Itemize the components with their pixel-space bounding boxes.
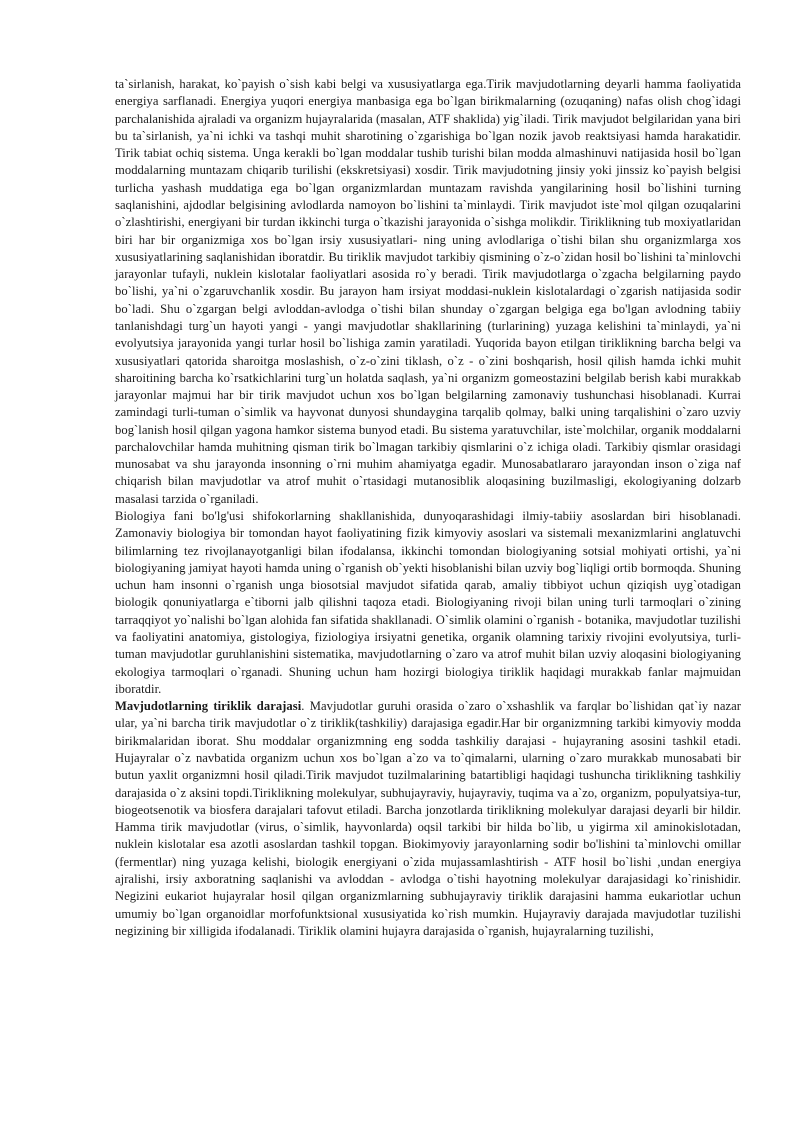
document-page (115, 76, 741, 940)
paragraph-1: ta`sirlanish, harakat, ko`payish o`sish kabi belgi va xususiyatlarga ega.Tirik mavjudotlarning deyarli hamma faoliyatida energiya sarflanadi. Energiya yuqori energiya manbasiga ega bo`lgan birikmalarning (ozuqaning) nafas olish chog`idagi parchalanishida ajraladi va organizm hujayralarida (masalan, ATF shaklida) yig`iladi. Tirik mavjudot belgilaridan yana biri bu ta`sirlanish, ya`ni ichki va tashqi muhit sharotining o`zgarishiga bo`lgan nozik javob reaktsiyasi hamda harakatidir. Tirik tabiat ochiq sistema. Unga kerakli bo`lgan moddalar tushib turishi bilan modda almashinuvi natijasida hosil bo`lgan moddalarning muntazam chiqarib turilishi (ekskretsiyasi) xosdir. Tirik mavjudotning jinsiy yoki jinssiz ko`payish belgisi turlicha yashash muddatiga ega bo`lgan organizmlardan muntazam ravishda yangilarining hosil bo`lishini turning saqlanishini, ajdodlar belgisining avlodlarda namoyon bo`lishini ta`minlaydi. Tirik mavjudot iste`mol qilgan ozuqalarini o`zlashtirishi, energiyani bir turdan ikkinchi turga o`tkazishi jarayonida o`sishga molikdir. Tiriklikning tub moxiyatlaridan biri har bir organizmiga xos bo`lgan irsiy xususiyatlari- ning uning avlodlariga o`tishi bilan shu organizmlarga xos xususiyatlarining saqlanishidan iboratdir. Bu tiriklik mavjudot tarkibiy qismining o`z-o`zidan hosil bo`lishini ta`minlovchi jarayonlar tufayli, nuklein kislotalar faoliyatlari asosida ro`y beradi. Tirik mavjudotlarga o`zgacha belgilarning paydo bo`lishi, ya`ni o`zgaruvchanlik xosdir. Bu jarayon ham irsiyat moddasi-nuklein kislotalardagi o`zgarish natijasida sodir bo`ladi. Shu o`zgargan belgi avloddan-avlodga o`tishi bilan shunday o`zgargan belgiga ega bo'lgan avlodning tabiiy tanlanishdagi turg`un hayoti yangi - yangi mavjudotlar shakllarining (turlarining) yuzaga kelishini ta`minlaydi, ya`ni evolyutsiya jarayonida yangi turlar hosil bo`lishiga zamin yaratiladi. Yuqorida bayon etilgan tiriklikning barcha belgi va xususiyatlari qatorida sharoitga moslashish, o`z-o`zini tiklash, o`z - o`zini boshqarish, hosil qilish hamda ichki muhit sharoitining barcha ko`rsatkichlarini turg`un holatda saqlash, ya`ni organizm gomeostazini belgilab berish kabi murakkab jarayonlar majmui har bir tirik mavjudot uchun xos bo`lgan belgilarning zamonaviy tushunchasi hisoblanadi. Kurrai zamindagi turli-tuman o`simlik va hayvonat dunyosi shundaygina tarqalib qolmay, balki uning tarqalishini o`zaro uzviy bog`lanish hosil qilgan yagona hamkor sistema bunyod etadi. Bu sistema yaratuvchilar, iste`molchilar, organik moddalarni parchalovchilar hamda muhitning qisman tirik bo`lmagan tarkibiy qismlarini o`z ichiga oladi. Tarkibiy qismlar orasidagi munosabat va shu jarayonda insonning o`rni muhim ahamiyatga egadir. Munosabatlararo jarayondan inson o`ziga naf chiqarish bilan mavjudotlar va atrof muhit o`rtasidagi mutanosiblik aloqasining buzilmasligi, ekologiyaning dolzarb masalasi tarzida o`rganiladi. (115, 77, 741, 506)
section-heading: Mavjudotlarning tiriklik darajasi (115, 699, 302, 714)
paragraph-3-body: . Mavjudotlar guruhi orasida o`zaro o`xshashlik va farqlar bo`lishidan qat`iy nazar ular, ya`ni barcha tirik mavjudotlar o`z tiriklik(tashkiliy) darajasiga egadir.Har bir organizmning tarkibi kimyoviy modda birikmalaridan iborat. Shu moddalar organizmning eng sodda tashkiliy darajasi - hujayraning asosini tashkil etadi. Hujayralar o`z navbatida organizm uchun xos bo`lgan a`zo va to`qimalarni, ularning o`zaro murakkab munosabati bir butun yaxlit organizmni hosil qiladi.Tirik mavjudot tuzilmalarining batartibligi haqidagi tushuncha tiriklikning tashkiliy darajasida o`z aksini topdi.Tiriklikning molekulyar, subhujayraviy, hujayraviy, tuqima va a`zo, organizm, populyatsiya-tur, biogeotsenotik va biosfera darajalari tafovut etiladi. Barcha jonzotlarda tiriklikning molekulyar darajasi deyarli bir hildir. Hamma tirik mavjudotlar (virus, o`simlik, hayvonlarda) oqsil tarkibi bir hilda bo`lib, u yigirma xil aminokislotadan, nuklein kislotalar esa azotli asoslardan tashkil topgan. Biokimyoviy jarayonlarning sodir bo'lishini ta`minlovchi omillar (fermentlar) ning yuzaga kelishi, biologik energiyani o`zida mujassamlashtirish - ATF hosil bo`lishi ,undan energiya ajralishi, irsiy axboratning saqlanishi va avloddan - avlodga o`tishi hayotning molekulyar darajasidagi ko`rinishidir. Negizini eukariot hujayralar hosil qilgan organizmlarning subhujayraviy tiriklik darajasini hamma eukariotlar uchun umumiy bo`lgan organoidlar morfofunktsional xususiyatida ko`rish mumkin. Hujayraviy darajada mavjudotlar tuzilishi negizining bir xilligida ifodalanadi. Tiriklik olamini hujayra darajasida o`rganish, hujayralarning tuzilishi, (115, 699, 741, 938)
paragraph-3 (115, 698, 741, 940)
paragraph-2: Biologiya fani bo'lg'usi shifokorlarning shakllanishida, dunyoqarashidagi ilmiy-tabiiy asoslardan biri hisoblanadi. Zamonaviy biologiya bir tomondan hayot faoliyatining fizik kimyoviy asoslari va sistemali mexanizmlarini anglatuvchi bilimlarning tez rivojlanayotganligi bilan ifodalansa, ikkinchi tomondan biologiyaning sotsial mohiyati ortishi, ya`ni biologiyaning jamiyat hayoti hamda uning o`rganish ob`yekti hisoblanishi bilan uzviy bog`liqligi ortib bormoqda. Shuning uchun ham insonni o`rganish unga biosotsial mavjudot sifatida qarab, amaliy tibbiyot uchun qiziqish uyg`otadigan biologik qonuniyatlarga e`tiborni jalb qilishni taqoza etadi. Biologiyaning rivoji bilan uning turli tarmoqlari o`zining tarraqqiyot yo`nalishi bo`lgan alohida fan sifatida shakllanadi. O`simlik olamini o`rganish - botanika, mavjudotlar tuzilishi va faoliyatini anatomiya, gistologiya, fiziologiya irsiyatni genetika, organik olamning tarixiy rivojini evolyutsiya, turli-tuman mavjudotlar guruhlanishini sistematika, mavjudotlarning o`zaro va atrof muhit bilan uzviy aloqasini biologiyaning ekologiya tarmoqlari o`rganadi. Shuning uchun ham hozirgi biologiya tiriklik haqidagi murakkab fanlar majmuidan iboratdir. (115, 509, 741, 696)
